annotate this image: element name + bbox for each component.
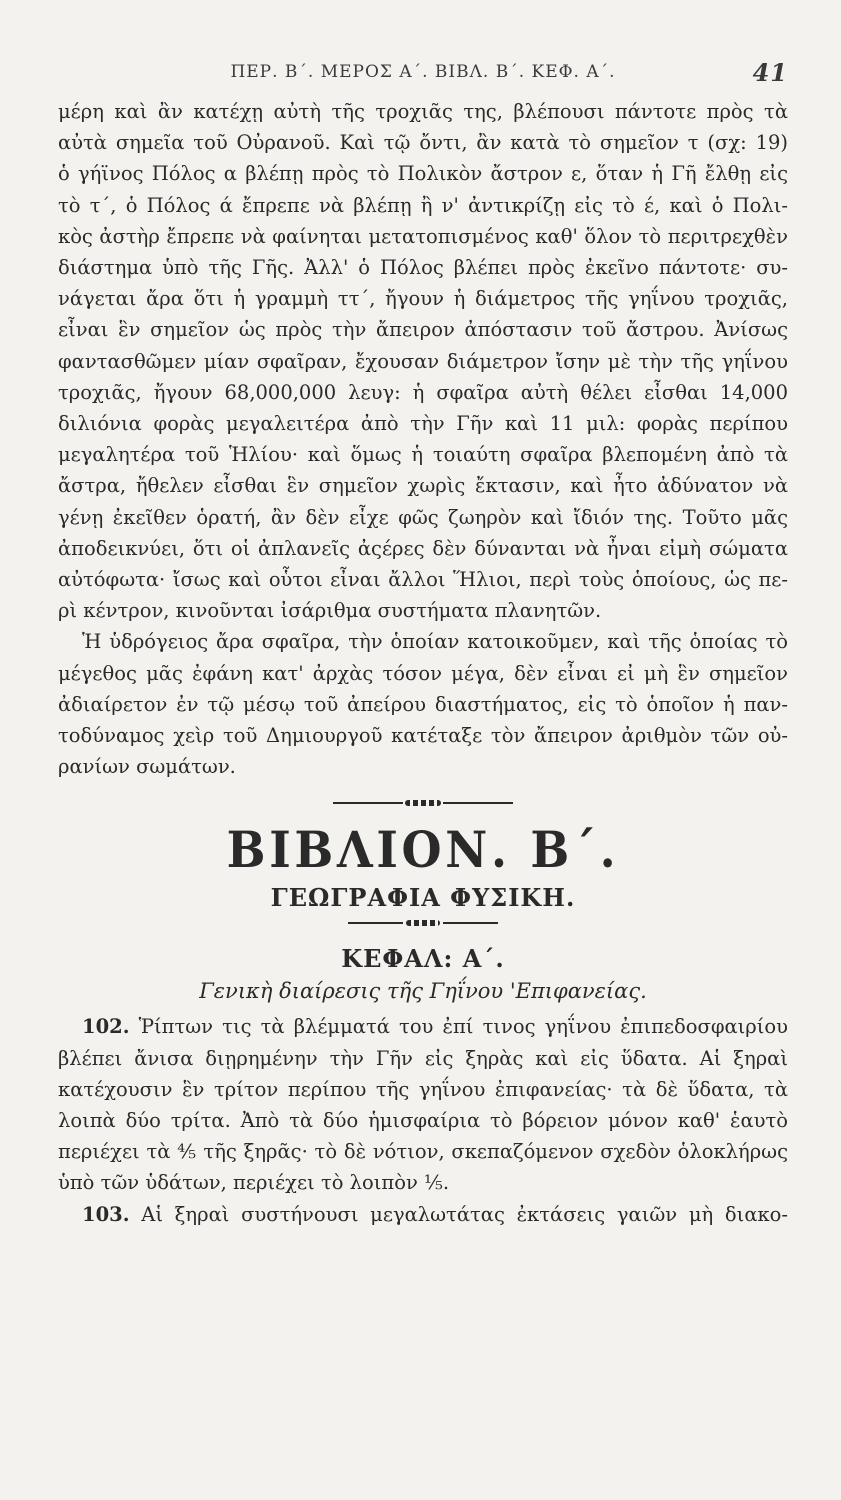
text-line: Ἡ ὑδρόγειος ἄρα σφαῖρα, τὴν ὁποίαν κατοικοῦμεν, καὶ τῆς ὁποίας τὸ	[82, 630, 788, 654]
text-line: ρανίων σωμάτων.	[58, 755, 236, 779]
text-line: λοιπὰ δύο τρίτα. Ἀπὸ τὰ δύο ἡμισφαίρια τὸ βόρειον μόνον καθ' ἑαυτὸ	[58, 1109, 788, 1133]
chapter-title: ΚΕΦΑΛ: Α΄.	[341, 944, 505, 974]
ornamental-rule	[333, 800, 513, 806]
closing-paragraph	[58, 626, 788, 782]
text-line: μεγαλητέρα τοῦ Ἡλίου· καὶ ὅμως ἡ τοιαύτη σφαῖρα βλεπομένη ἀπὸ τὰ	[58, 443, 788, 467]
text-line: μέγεθος μᾶς ἐφάνη κατ' ἀρχὰς τόσον μέγα, δὲν εἶναι εἰ μὴ ἓν σημεῖον	[58, 661, 788, 685]
text-line: νάγεται ἄρα ὅτι ἡ γραμμὴ ττ΄, ἤγουν ἡ διάμετρος τῆς γηΐνου τροχιᾶς,	[58, 287, 788, 311]
text-line: ἀποδεικνύει, ὅτι οἱ ἀπλανεῖς ἀςέρες δὲν δύνανται νὰ ἦναι εἰμὴ σώματα	[58, 536, 788, 560]
running-title: ΠΕΡ. Β΄. ΜΕΡΟΣ Α΄. ΒΙΒΛ. Β΄. ΚΕΦ. Α΄.	[230, 62, 616, 82]
text-line: τροχιᾶς, ἤγουν 68,000,000 λευγ: ἡ σφαῖρα αὐτὴ θέλει εἶσθαι 14,000	[58, 380, 788, 404]
text-line: κατέχουσιν ἓν τρίτον περίπου τῆς γηΐνου ἐπιφανείας· τὰ δὲ ὕδατα, τὰ	[58, 1077, 788, 1101]
paragraph-102	[58, 1011, 788, 1198]
text-line: ὁ γήϊνος Πόλος α βλέπῃ πρὸς τὸ Πολικὸν ἄστρον ε, ὅταν ἡ Γῆ ἔλθῃ εἰς	[58, 162, 788, 186]
text-line: ἄστρα, ἤθελεν εἶσθαι ἓν σημεῖον χωρὶς ἔκτασιν, καὶ ἦτο ἀδύνατον νὰ	[58, 474, 788, 498]
text-line: 102. Ῥίπτων τις τὰ βλέμματά του ἐπί τινος γηΐνου ἐπιπεδοσφαιρίου	[82, 1015, 788, 1039]
ornamental-rule	[348, 920, 498, 926]
text-line: τοδύναμος χεὶρ τοῦ Δημιουργοῦ κατέταξε τὸν ἄπειρον ἀριθμὸν τῶν οὐ-	[58, 724, 788, 748]
text-line: διλιόνια φορὰς μεγαλειτέρα ἀπὸ τὴν Γῆν καὶ 11 μιλ: φορὰς περίπου	[58, 412, 788, 436]
text-line: βλέπει ἄνισα διῃρημένην τὴν Γῆν εἰς ξηρὰς καὶ εἰς ὕδατα. Αἱ ξηραὶ	[58, 1046, 788, 1070]
paragraph-103	[58, 1199, 788, 1230]
text-line: τὸ τ΄, ὁ Πόλος ά ἔπρεπε νὰ βλέπῃ ἢ ν' ἀντικρίζῃ εἰς τὸ έ, καὶ ὁ Πολι-	[58, 193, 788, 217]
running-header	[58, 58, 788, 96]
book-title: ΒΙΒΛΙΟΝ. Β΄.	[226, 820, 620, 880]
text-line: κὸς ἀστὴρ ἔπρεπε νὰ φαίνηται μετατοπισμένος καθ' ὅλον τὸ περιτρεχθὲν	[58, 224, 788, 248]
text-line: εἶναι ἓν σημεῖον ὡς πρὸς τὴν ἄπειρον ἀπόστασιν τοῦ ἄστρου. Ἀνίσως	[58, 318, 788, 342]
text-line: διάστημα ὑπὸ τῆς Γῆς. Ἀλλ' ὁ Πόλος βλέπει πρὸς ἐκεῖνο πάντοτε· συ-	[58, 256, 788, 280]
paragraph-number: 103.	[82, 1202, 130, 1226]
text-line: φαντασθῶμεν μίαν σφαῖραν, ἔχουσαν διάμετρον ἴσην μὲ τὴν τῆς γηΐνου	[58, 349, 788, 373]
page-number: 41	[752, 58, 788, 87]
text-line: ρὶ κέντρον, κινοῦνται ἰσάριθμα συστήματα πλανητῶν.	[58, 599, 602, 623]
book-page	[58, 58, 788, 1230]
chapter-subtitle: Γενικὴ διαίρεσις τῆς Γηΐνου 'Επιφανείας.	[199, 979, 647, 1004]
text-line: αὐτὰ σημεῖα τοῦ Οὐρανοῦ. Καὶ τῷ ὄντι, ἂν κατὰ τὸ σημεῖον τ (σχ: 19)	[58, 131, 788, 155]
text-line: ἀδιαίρετον ἐν τῷ μέσῳ τοῦ ἀπείρου διαστήματος, εἰς τὸ ὁποῖον ἡ παν-	[58, 692, 788, 716]
text-line: ὑπὸ τῶν ὑδάτων, περιέχει τὸ λοιπὸν ⅕.	[58, 1171, 450, 1195]
text-line: γένῃ ἐκεῖθεν ὁρατή, ἂν δὲν εἶχε φῶς ζωηρὸν καὶ ἴδιόν της. Τοῦτο μᾶς	[58, 505, 788, 529]
text-line: 103. Αἱ ξηραὶ συστήνουσι μεγαλωτάτας ἐκτάσεις γαιῶν μὴ διακο-	[82, 1202, 788, 1226]
paragraph-number: 102.	[82, 1015, 130, 1039]
continuation-paragraph	[58, 96, 788, 626]
text-line: αὐτόφωτα· ἴσως καὶ οὗτοι εἶναι ἄλλοι Ἥλιοι, περὶ τοὺς ὁποίους, ὡς πε-	[58, 568, 788, 592]
text-line: περιέχει τὰ ⅘ τῆς ξηρᾶς· τὸ δὲ νότιον, σκεπαζόμενον σχεδὸν ὁλοκλήρως	[58, 1140, 788, 1164]
text-line: μέρη καὶ ἂν κατέχῃ αὐτὴ τῆς τροχιᾶς της, βλέπουσι πάντοτε πρὸς τὰ	[58, 100, 788, 123]
section-title: ΓΕΩΓΡΑΦΙΑ ΦΥΣΙΚΗ.	[270, 883, 576, 913]
